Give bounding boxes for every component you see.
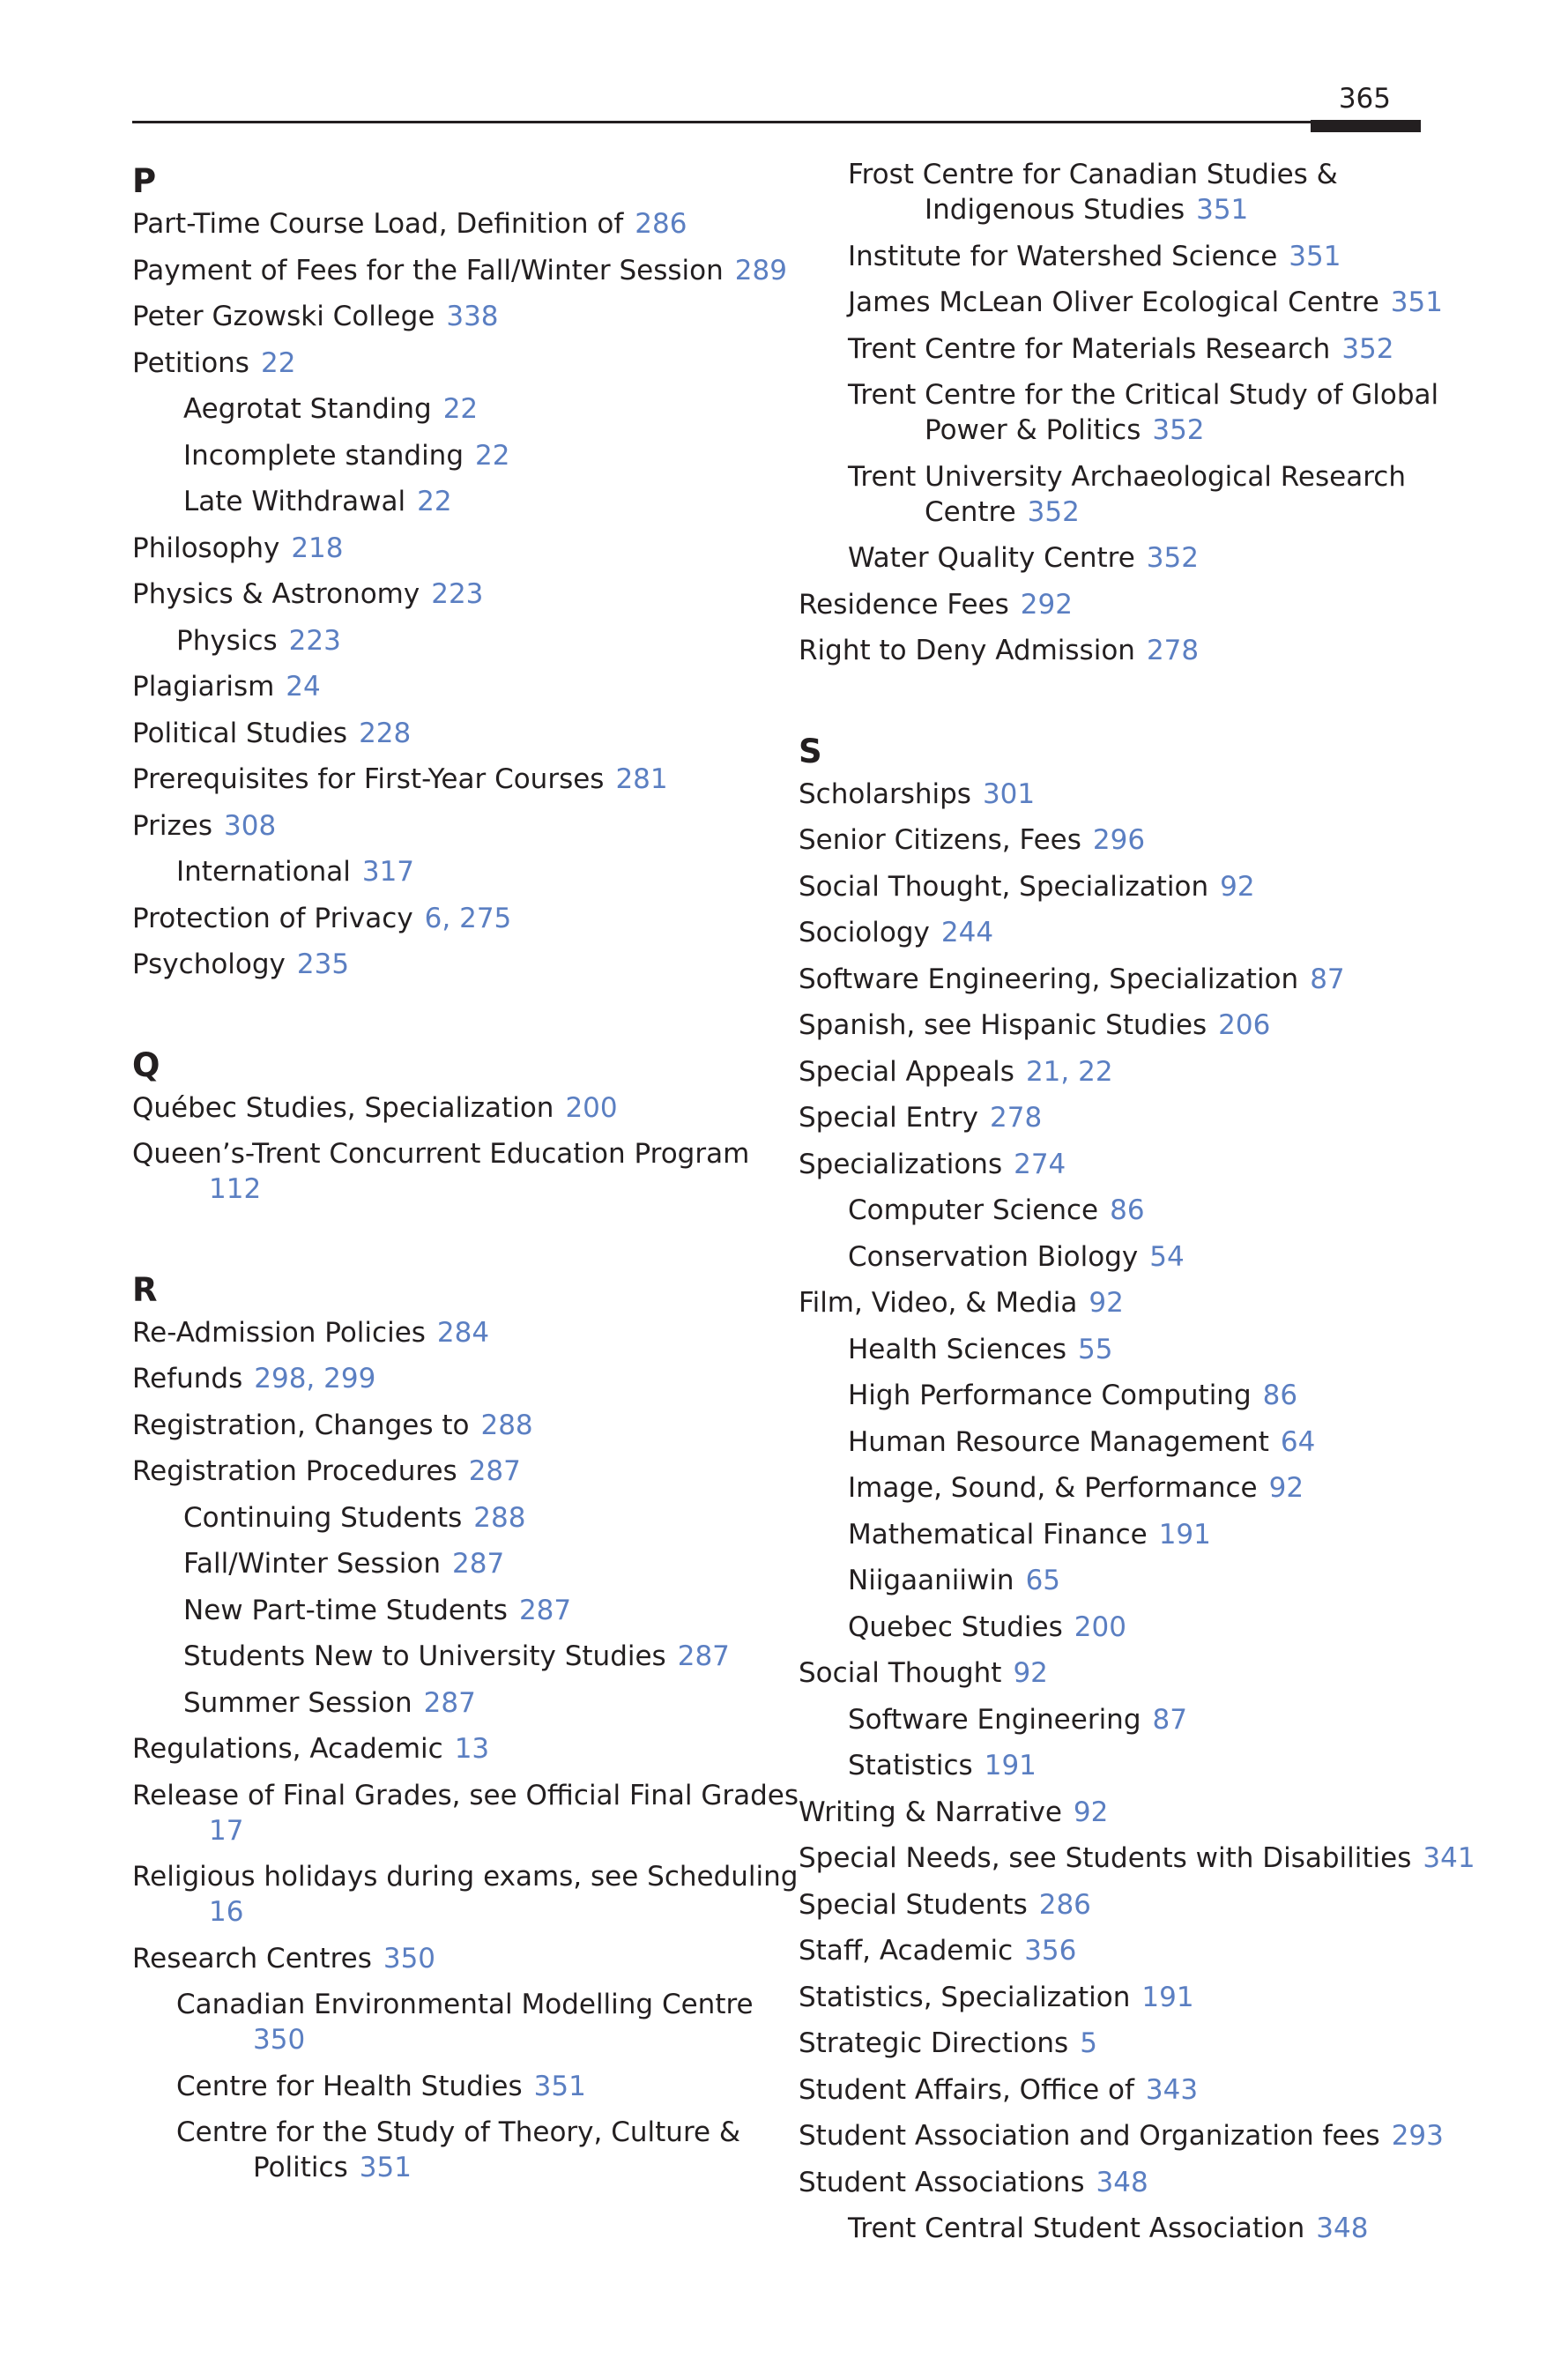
index-entry (799, 633, 1433, 668)
entry-pages: 287 (468, 1455, 521, 1487)
index-entry (799, 1193, 1433, 1228)
index-column-left (132, 157, 799, 2197)
index-entry (799, 1563, 1433, 1598)
entry-term: Human Resource Management (848, 1425, 1269, 1458)
entry-pages: 200 (1074, 1610, 1126, 1643)
entry-pages: 356 (1024, 1935, 1077, 1967)
entry-term: Quebec Studies (848, 1610, 1063, 1643)
index-entry (132, 716, 767, 751)
index-entry (799, 1748, 1433, 1783)
entry-pages: 223 (431, 578, 484, 610)
entry-continuation (209, 1813, 767, 1848)
entry-pages: 348 (1096, 2166, 1148, 2198)
entry-term: Student Associations (799, 2166, 1085, 2198)
entry-pages: 287 (677, 1640, 730, 1672)
entry-pages: 338 (446, 301, 499, 332)
entry-pages: 218 (291, 532, 344, 564)
entry-continuation-text: Politics (253, 2152, 348, 2183)
entry-pages: 286 (635, 208, 687, 240)
entry-continuation (209, 1171, 767, 1207)
index-entry (132, 854, 767, 889)
entry-term: New Part-time Students (183, 1594, 508, 1626)
entry-pages: 16 (209, 1896, 244, 1928)
entry-pages: 351 (1289, 240, 1341, 272)
entry-pages: 5 (1080, 2027, 1097, 2059)
index-entry (132, 1454, 767, 1489)
entry-continuation (925, 495, 1433, 530)
entry-pages: 351 (533, 2070, 586, 2102)
entry-term: Incomplete standing (183, 439, 464, 472)
index-entry (799, 285, 1443, 320)
entry-pages: 64 (1280, 1425, 1316, 1458)
index-entry (132, 669, 767, 704)
entry-term: Trent Central Student Association (848, 2213, 1305, 2244)
index-entry (132, 1090, 767, 1126)
entry-term: Social Thought, Specialization (799, 870, 1209, 903)
index-entry (132, 346, 767, 381)
index-entry (799, 777, 1433, 812)
entry-pages: 244 (940, 917, 994, 948)
entry-pages: 278 (990, 1102, 1043, 1134)
index-entry (132, 1593, 767, 1628)
index-entry (799, 157, 1433, 227)
entry-pages: 13 (454, 1733, 490, 1765)
entry-term: Part-Time Course Load, Definition of (132, 208, 624, 240)
entry-pages: 351 (1196, 194, 1249, 226)
entry-pages: 292 (1020, 588, 1073, 621)
entry-pages: 92 (1073, 1796, 1109, 1828)
entry-pages: 200 (565, 1091, 618, 1124)
index-entry (799, 1702, 1433, 1737)
entry-term: Prerequisites for First-Year Courses (132, 763, 605, 795)
entry-pages: 191 (1158, 1518, 1211, 1551)
section-gap (132, 993, 767, 1041)
entry-term: Student Affairs, Office of (799, 2073, 1134, 2106)
entry-pages: 22 (260, 346, 296, 379)
entry-pages: 22 (475, 439, 510, 472)
entry-term: Conservation Biology (848, 1240, 1139, 1273)
entry-term: Regulations, Academic (132, 1733, 443, 1765)
entry-term: Political Studies (132, 717, 348, 749)
entry-term: Students New to University Studies (183, 1640, 666, 1672)
entry-pages: 191 (984, 1750, 1037, 1781)
index-entry (132, 2115, 767, 2185)
entry-pages: 317 (361, 856, 415, 888)
index-entry (132, 1408, 767, 1443)
index-entry (799, 1378, 1433, 1413)
section-letter: Q (132, 1045, 160, 1084)
entry-term: Late Withdrawal (183, 486, 406, 517)
entry-term: Re-Admission Policies (132, 1316, 426, 1349)
entry-term: Aegrotat Standing (183, 393, 432, 425)
entry-term: Right to Deny Admission (799, 635, 1135, 666)
entry-term: Staff, Academic (799, 1935, 1014, 1967)
entry-pages: 341 (1423, 1842, 1475, 1874)
index-entry (132, 391, 767, 427)
entry-term: Software Engineering (848, 1703, 1141, 1736)
entry-term: Petitions (132, 346, 249, 379)
entry-term: Water Quality Centre (848, 542, 1135, 574)
entry-pages: 352 (1027, 495, 1080, 528)
entry-term: Image, Sound, & Performance (848, 1472, 1258, 1504)
index-entry (799, 1147, 1433, 1182)
index-entry (132, 1546, 767, 1581)
entry-pages: 274 (1014, 1148, 1066, 1180)
entry-continuation (253, 2022, 767, 2057)
index-column-right (799, 157, 1475, 2257)
index-entry (799, 1285, 1433, 1320)
header-rule (132, 121, 1421, 123)
section-letter: S (799, 732, 822, 770)
index-entry (132, 1731, 767, 1766)
index-entry (799, 2118, 1444, 2153)
index-entry (132, 1859, 799, 1930)
entry-pages: 54 (1149, 1240, 1185, 1273)
entry-pages: 87 (1152, 1703, 1187, 1736)
entry-term: Centre for Health Studies (176, 2070, 523, 2102)
index-entry (132, 1778, 799, 1848)
entry-pages: 301 (982, 777, 1036, 810)
index-entry (799, 2165, 1433, 2200)
entry-term: Institute for Watershed Science (848, 240, 1278, 272)
index-entry (799, 1332, 1433, 1367)
index-entry (799, 587, 1433, 622)
index-entry (799, 1887, 1433, 1923)
entry-pages: 22 (442, 393, 479, 425)
entry-term: Registration, Changes to (132, 1409, 470, 1441)
index-entry (132, 1685, 767, 1721)
entry-term: Canadian Environmental Modelling Centre (176, 1989, 754, 2020)
entry-term: Student Association and Organization fees (799, 2120, 1380, 2152)
entry-term: Senior Citizens, Fees (799, 824, 1081, 856)
index-entry (799, 1933, 1433, 1968)
entry-term: Research Centres (132, 1942, 372, 1975)
index-entry (132, 947, 767, 982)
entry-pages: 351 (359, 2152, 412, 2183)
entry-pages: 348 (1316, 2213, 1369, 2244)
entry-term: Special Students (799, 1888, 1028, 1921)
index-entry (799, 1841, 1475, 1876)
entry-term: Strategic Directions (799, 2027, 1069, 2059)
index-entry (132, 1500, 767, 1536)
entry-pages: 288 (473, 1501, 526, 1534)
entry-pages: 55 (1077, 1333, 1113, 1365)
entry-term: High Performance Computing (848, 1380, 1252, 1411)
entry-continuation-text: Centre (925, 495, 1016, 528)
entry-pages: 92 (1220, 870, 1255, 903)
entry-term: Software Engineering, Specialization (799, 963, 1299, 995)
index-entry (132, 762, 767, 797)
entry-term: Psychology (132, 948, 286, 980)
index-entry (799, 1980, 1433, 2015)
entry-pages: 235 (296, 948, 350, 980)
entry-term: Social Thought (799, 1657, 1002, 1689)
entry-term: Trent University Archaeological Research (848, 460, 1406, 493)
entry-pages: 287 (423, 1686, 476, 1719)
index-entry (132, 2069, 767, 2104)
entry-pages: 87 (1310, 963, 1345, 995)
index-entry (132, 531, 767, 566)
entry-pages: 352 (1152, 414, 1205, 446)
entry-term: Niigaaniiwin (848, 1565, 1014, 1596)
entry-term: Protection of Privacy (132, 902, 413, 934)
entry-pages: 293 (1391, 2120, 1444, 2152)
entry-pages: 92 (1089, 1287, 1124, 1319)
entry-term: Writing & Narrative (799, 1796, 1062, 1828)
entry-pages: 296 (1092, 824, 1146, 856)
entry-term: Statistics (848, 1750, 973, 1781)
entry-term: Residence Fees (799, 588, 1009, 621)
index-entry (132, 1361, 767, 1396)
entry-pages: 17 (209, 1814, 244, 1847)
entry-pages: 22 (417, 486, 452, 517)
entry-term: Queen’s-Trent Concurrent Education Program (132, 1138, 750, 1170)
index-entry (132, 1639, 767, 1674)
entry-continuation-text: Indigenous Studies (925, 194, 1185, 226)
entry-pages: 92 (1268, 1472, 1304, 1504)
entry-term: International (176, 856, 351, 888)
entry-pages: 351 (1390, 286, 1443, 318)
entry-pages: 6, 275 (424, 902, 512, 934)
entry-term: Special Appeals (799, 1055, 1014, 1088)
index-entry (799, 1470, 1433, 1506)
page-number: 365 (1338, 83, 1391, 115)
entry-term: Peter Gzowski College (132, 301, 435, 332)
entry-pages: 286 (1038, 1888, 1091, 1921)
index-entry (799, 540, 1433, 576)
entry-term: Physics & Astronomy (132, 578, 420, 610)
index-entry (799, 2072, 1433, 2108)
index-entry (132, 623, 767, 658)
index-entry (132, 1941, 767, 1976)
entry-term: Trent Centre for Materials Research (848, 332, 1331, 365)
entry-term: Sociology (799, 917, 930, 948)
entry-term: Mathematical Finance (848, 1518, 1148, 1551)
index-entry (132, 299, 767, 334)
index-entry (799, 915, 1433, 950)
entry-term: Trent Centre for the Critical Study of Global (848, 379, 1439, 411)
index-entry (132, 808, 767, 844)
entry-pages: 65 (1025, 1565, 1061, 1596)
index-entry (799, 1517, 1433, 1552)
index-entry (799, 2211, 1433, 2246)
entry-pages: 288 (480, 1409, 533, 1441)
entry-pages: 352 (1146, 542, 1199, 574)
entry-pages: 287 (518, 1594, 572, 1626)
index-entry (799, 869, 1433, 904)
entry-term: Specializations (799, 1148, 1003, 1180)
entry-pages: 281 (615, 763, 668, 795)
index-entry (799, 1655, 1433, 1691)
entry-pages: 112 (209, 1173, 262, 1205)
entry-continuation (925, 192, 1433, 227)
entry-term: Special Entry (799, 1102, 979, 1134)
index-entry (799, 1054, 1433, 1090)
entry-pages: 350 (253, 2024, 306, 2056)
entry-pages: 228 (359, 717, 412, 749)
entry-pages: 352 (1341, 332, 1394, 365)
index-entry (132, 576, 767, 612)
index-entry (799, 1008, 1433, 1043)
index-entry (799, 1239, 1433, 1275)
index-entry (132, 484, 767, 519)
index-entry (132, 1315, 767, 1350)
entry-term: Computer Science (848, 1194, 1099, 1226)
index-entry (799, 1424, 1433, 1460)
index-entry (799, 1795, 1433, 1830)
entry-pages: 284 (436, 1316, 490, 1349)
entry-term: Physics (176, 624, 278, 657)
entry-term: Statistics, Specialization (799, 1981, 1131, 2013)
entry-term: Plagiarism (132, 671, 275, 703)
entry-pages: 308 (224, 809, 277, 842)
entry-pages: 86 (1110, 1194, 1145, 1226)
entry-term: Release of Final Grades, see Official Final Grades (132, 1779, 799, 1811)
section-gap (132, 1218, 767, 1266)
entry-pages: 350 (383, 1942, 436, 1975)
entry-term: Prizes (132, 809, 213, 842)
entry-term: Film, Video, & Media (799, 1287, 1078, 1319)
index-entry (799, 822, 1433, 858)
section-gap (799, 680, 1433, 727)
index-entry (799, 459, 1433, 530)
entry-pages: 206 (1218, 1009, 1271, 1041)
section-letter: P (132, 162, 157, 200)
entry-term: Registration Procedures (132, 1455, 457, 1487)
entry-term: Centre for the Study of Theory, Culture & (176, 2116, 741, 2148)
entry-term: Payment of Fees for the Fall/Winter Session (132, 254, 724, 286)
entry-term: Frost Centre for Canadian Studies & (848, 159, 1338, 190)
entry-term: Fall/Winter Session (183, 1548, 441, 1580)
index-entry (132, 438, 767, 473)
entry-pages: 24 (286, 671, 321, 703)
index-entry (799, 331, 1433, 367)
entry-continuation (253, 2150, 767, 2185)
entry-term: Summer Session (183, 1686, 412, 1719)
entry-term: Religious holidays during exams, see Scheduling (132, 1861, 799, 1893)
entry-term: Continuing Students (183, 1501, 463, 1534)
entry-continuation (925, 413, 1433, 448)
entry-term: Spanish, see Hispanic Studies (799, 1009, 1207, 1041)
entry-pages: 21, 22 (1025, 1055, 1113, 1088)
entry-pages: 343 (1145, 2073, 1199, 2106)
entry-pages: 289 (734, 254, 787, 286)
entry-pages: 191 (1141, 1981, 1194, 2013)
entry-pages: 86 (1262, 1380, 1298, 1411)
entry-term: James McLean Oliver Ecological Centre (848, 286, 1379, 318)
index-entry (132, 1136, 767, 1207)
index-entry (132, 253, 787, 288)
entry-pages: 92 (1013, 1657, 1048, 1689)
entry-term: Scholarships (799, 777, 971, 810)
index-entry (799, 962, 1433, 997)
index-entry (132, 1987, 767, 2057)
index-entry (799, 1100, 1433, 1135)
index-entry (132, 206, 767, 242)
entry-pages: 287 (452, 1548, 505, 1580)
entry-term: Special Needs, see Students with Disabilities (799, 1842, 1412, 1874)
header-rule-bar (1311, 120, 1421, 132)
index-entry (132, 901, 767, 936)
entry-pages: 223 (288, 624, 341, 657)
entry-term: Refunds (132, 1363, 243, 1395)
entry-term: Québec Studies, Specialization (132, 1091, 554, 1124)
index-entry (799, 377, 1439, 448)
entry-term: Philosophy (132, 532, 280, 564)
entry-continuation-text: Power & Politics (925, 414, 1141, 446)
index-entry (799, 239, 1433, 274)
index-entry (799, 1610, 1433, 1645)
entry-pages: 278 (1146, 635, 1200, 666)
entry-continuation (209, 1894, 767, 1930)
entry-term: Health Sciences (848, 1333, 1066, 1365)
index-entry (799, 2026, 1433, 2061)
section-letter: R (132, 1270, 158, 1309)
entry-pages: 298, 299 (254, 1363, 376, 1395)
